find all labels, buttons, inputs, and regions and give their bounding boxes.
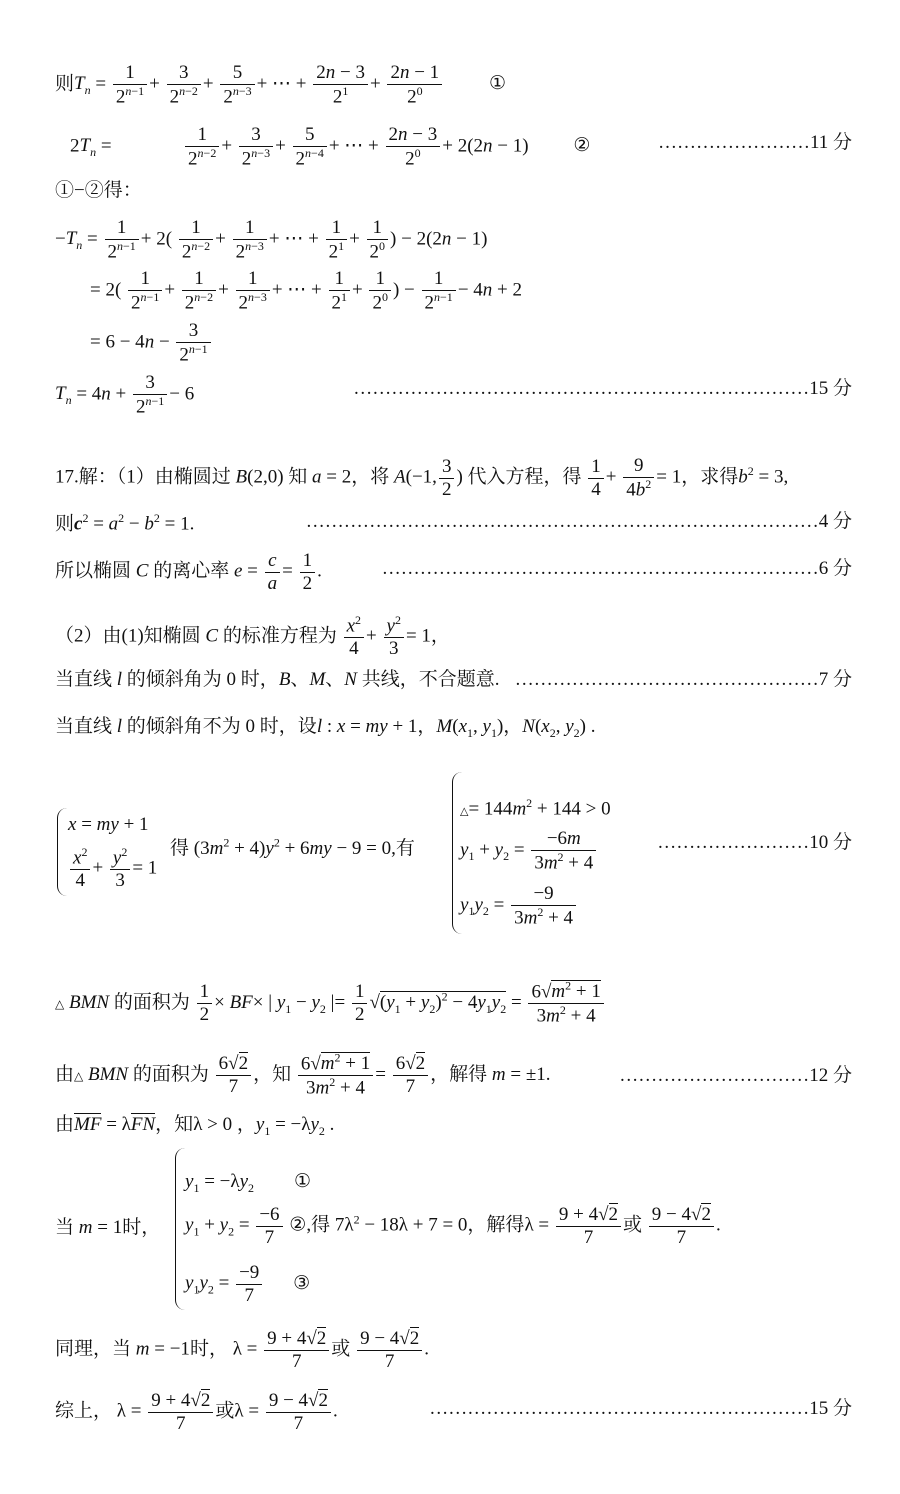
q17-line2: 则$c^2 = a^2 - b^2 = 1$. [55,511,195,535]
system-brace-left [57,808,68,896]
score-4: ………………………………………………………………………4 分 [305,511,852,532]
vector-line: 由MF = λFN，知λ > 0 ，$y_1 = -\lambda y_2$ . [55,1114,335,1138]
tn-result: $T_n = 4n$ + $\frac{3}{2^{n-1}}$ − 6 [55,372,195,418]
part2-line: （2）由(1)知椭圆 C 的标准方程为 $\frac{x^2}{4}$ + $\frac{y^2}{3}$ = 1， [55,613,450,660]
score-15a: ………………………………………………………………15 分 [353,378,852,399]
quadratic-eq: 得 $(3m^2 + 4)y^2 + 6my - 9 = 0$,有 [170,835,415,859]
slope-nonzero-line: 当直线 l 的倾斜角不为 0 时，设l : x = my + 1，$M(x_1$, $y_1$)，$N(x_2$, $y_2$) . [55,716,596,740]
score-10: ……………………10 分 [657,832,852,853]
two-tn-line: $2T_n$ = $\frac{1}{2^{n-2}}$ + $\frac{3}{2^{n-3}}$ + $\frac{5}{2^{n-4}}$ + ⋯ + $\frac{2n - 3}{2^0}$ + 2(2n − 1) ② [70,124,591,170]
area-given-line: 由△ BMN 的面积为 $\frac{6√2}{7}$ ，知 $\frac{6√m^2 + 1}{3m^2 + 4}$ = $\frac{6√2}{7}$ ，解得 m = ±1. [55,1051,551,1099]
eq-line-3: = 6 − 4n − $\frac{3}{2^{n-1}}$ [90,320,213,366]
system1-row1: x = my + 1 [68,814,149,835]
vieta-product: $y_1y_2$ = $\frac{-9}{3m^2 + 4}$ [460,883,578,929]
discriminant: △= $144m^2 + 144 > 0$ [460,796,611,820]
circled-one-label: ① [488,73,506,95]
tn-series-line: 则$T_n$ = $\frac{1}{2^{n-1}}$ + $\frac{3}{2^{n-2}}$ + $\frac{5}{2^{n-3}}$ + ⋯ + $\frac{2n - 3}{2^1}$ + $\frac{2n - 1}{2^0}$ ① [55,62,506,108]
similarly-line: 同理，当 m = −1时， λ = $\frac{9 + 4√2}{7}$ 或 $\frac{9 - 4√2}{7}$ . [55,1328,429,1372]
m-equals-one-label: 当 m = 1时， [55,1217,161,1238]
score-7: …………………………………………7 分 [514,669,852,690]
lambda-eq2: $y_1 + y_2$ = $\frac{-6}{7}$ ②,得 $7\lambda^2 - 18\lambda + 7 = 0$，解得λ = $\frac{9 + 4√2}{7}$ 或 $\frac{9 - 4√2}{7}$ . [185,1204,721,1248]
q17-line1: 17.解：（1）由椭圆过 B(2,0) 知 a = 2，将 A(−1, $\frac{3}{2}$ ) 代入方程，得 $\frac{1}{4}$ + $\frac{9}{4b^2}$ = 1，求得$b^2 = 3$, [55,455,789,501]
lambda-eq1: $y_1 = -\lambda y_2$ ① [185,1171,312,1195]
eq-line-2: = 2( $\frac{1}{2^{n-1}}$ + $\frac{1}{2^{n-2}}$ + $\frac{1}{2^{n-3}}$ + ⋯ + $\frac{1}{2^1}$ + $\frac{1}{2^0}$ ) − $\frac{1}{2^{n-1}}$ − 4n + 2 [90,268,522,314]
circled-two-label: ② [573,135,591,157]
slope-zero-line: 当直线 l 的倾斜角为 0 时，B、M、N 共线，不合题意. [55,669,500,690]
conclusion-line: 综上， λ = $\frac{9 + 4√2}{7}$ 或λ = $\frac{9 - 4√2}{7}$ . [55,1390,338,1434]
vieta-sum: $y_1 + y_2$ = $\frac{-6m}{3m^2 + 4}$ [460,828,598,874]
score-6: ……………………………………………………………6 分 [381,558,852,579]
score-11: ……………………11 分 [657,132,852,153]
score-15b: ……………………………………………………15 分 [429,1398,852,1419]
area-line: △ BMN 的面积为 $\frac{1}{2}$ × BF× | $y_1 - y_2$ |= $\frac{1}{2}$ $√(y_1 + y_2)^2 - 4y_1y_2$ = $\frac{6√m^2 + 1}{3m^2 + 4}$ [55,980,606,1027]
lambda-eq3: $y_1y_2$ = $\frac{-9}{7}$ ③ [185,1262,311,1306]
subtract-step: ①−②得： [55,180,142,201]
score-12: …………………………12 分 [619,1065,852,1086]
neg-tn-line: $-T_n$ = $\frac{1}{2^{n-1}}$ + 2( $\frac{1}{2^{n-2}}$ + $\frac{1}{2^{n-3}}$ + ⋯ + $\frac{1}{2^1}$ + $\frac{1}{2^0}$ ) − 2(2n − 1) [55,217,488,263]
system1-row2: $\frac{x^2}{4}$ + $\frac{y^2}{3}$ = 1 [68,846,157,892]
eccentricity-line: 所以椭圆 C 的离心率 e = $\frac{c}{a}$ = $\frac{1}{2}$ . [55,550,322,594]
